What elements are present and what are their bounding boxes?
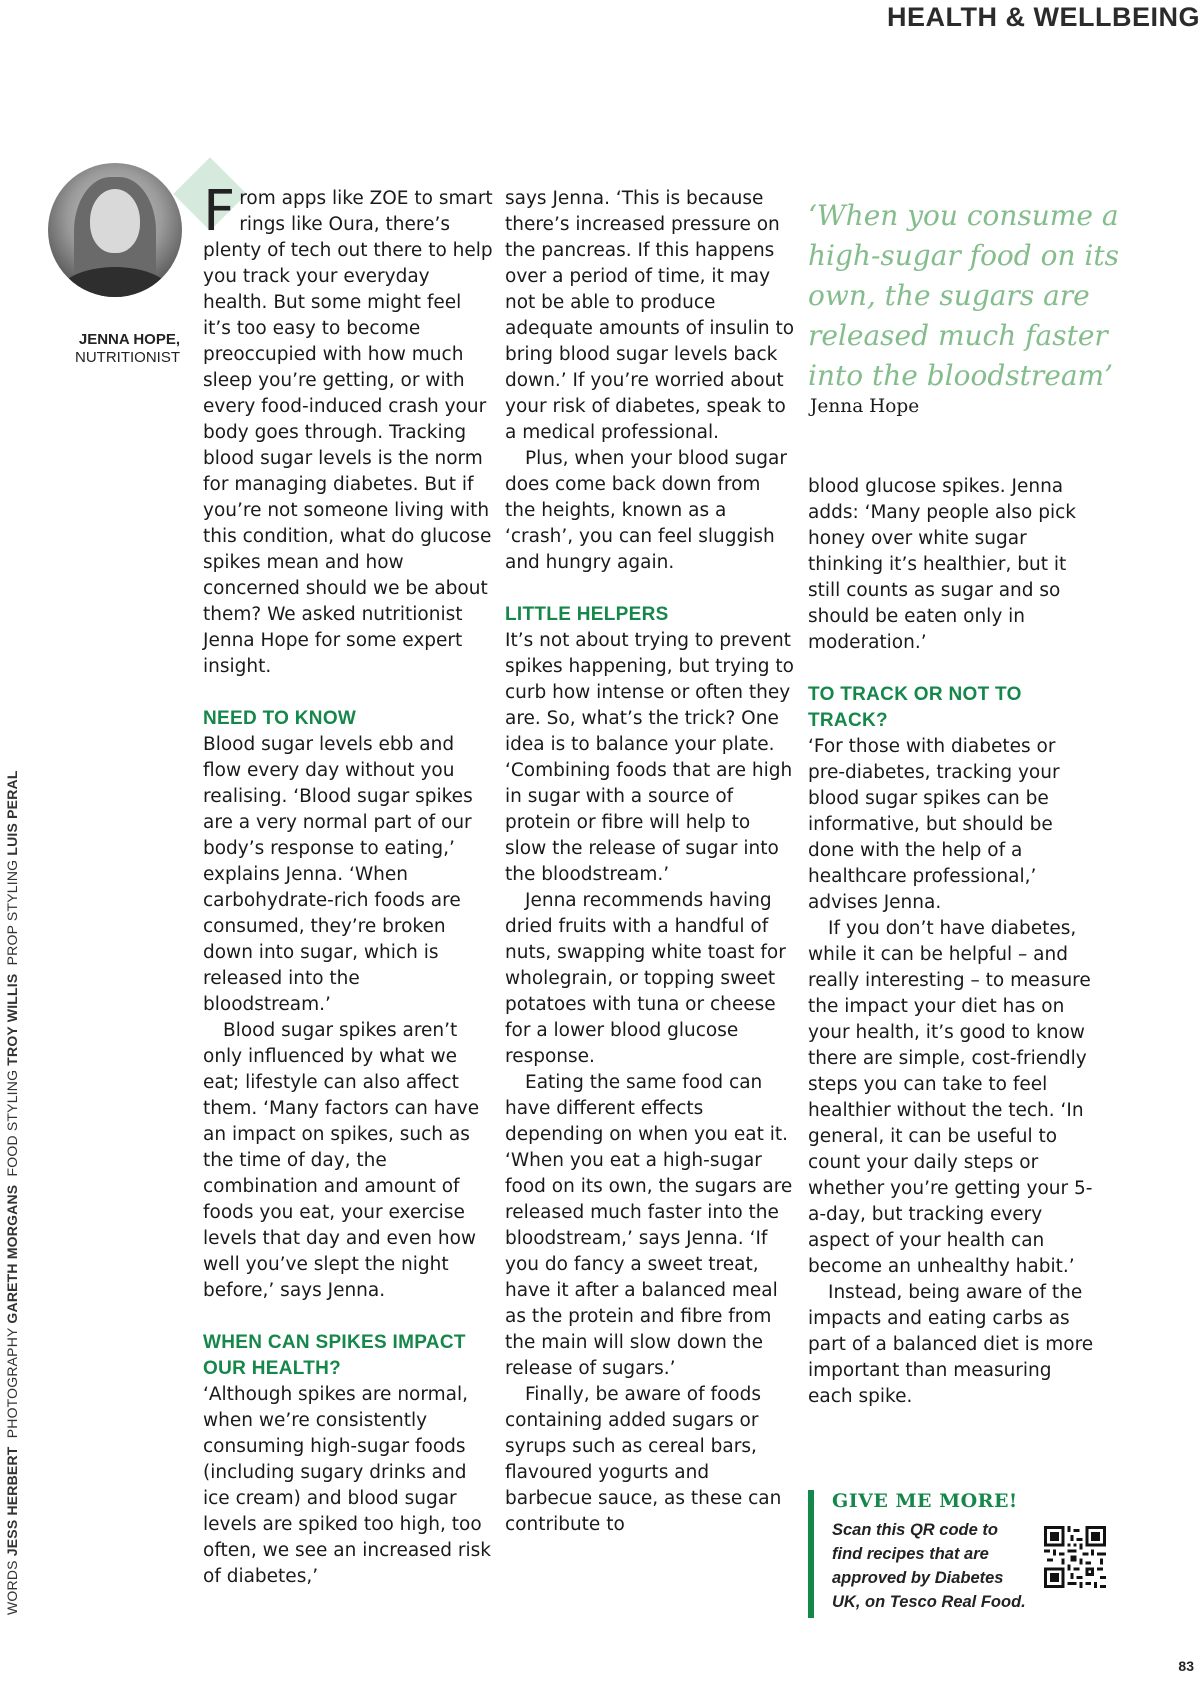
promo-heading: GIVE ME MORE! [832, 1490, 1018, 1512]
paragraph: Eating the same food can have different effects depending on when you eat it. ‘When you eat a high-sugar food on its own, the sugars are released much faster into the bloodstream,’ says Jenna. ‘If you do fancy a sweet treat, have it after a balanced meal as the protein and fibre from the main will slow down the release of sugars.’ [505, 1072, 793, 1379]
paragraph: If you don’t have diabetes, while it can be helpful – and really interesting – to measure the impact your diet has on your health, it’s good to know there are simple, cost-friendly steps you can take to feel healthier without the tech. ‘In general, it can be useful to count your daily steps or whether you’re getting your 5-a-day, but tracking every aspect of your health can become an unhealthy habit.’ [808, 918, 1093, 1277]
section-title: HEALTH & WELLBEING [887, 2, 1200, 32]
subheading-little-helpers: LITTLE HELPERS [505, 604, 669, 625]
credit-food-name: TROY WILLIS [4, 973, 20, 1066]
credit-prop-label: PROP STYLING [4, 859, 20, 966]
author-name: JENNA HOPE, [78, 331, 180, 348]
paragraph: Blood sugar spikes aren’t only influenced by what we eat; lifestyle can also affect them. ‘Many factors can have an impact on spikes, such as the time of day, the combination and amount of foods you eat, your exercise levels that day and even how well you’ve slept the night before,’ says Jenna. [203, 1020, 480, 1301]
credit-photo-label: PHOTOGRAPHY [4, 1327, 20, 1439]
pull-quote-attribution: Jenna Hope [810, 396, 920, 417]
paragraph: It’s not about trying to prevent spikes happening, but trying to curb how intense or often they are. So, what’s the trick? One idea is to balance your plate. ‘Combining foods that are high in sugar with a source of protein or fibre will help to slow the release of sugar into the bloodstream.’ [505, 630, 794, 885]
author-portrait [48, 163, 182, 297]
pull-quote: ‘When you consume a high-sugar food on its own, the sugars are released much faster into the bloodstream’ [808, 199, 1119, 392]
paragraph: says Jenna. ‘This is because there’s increased pressure on the pancreas. If this happens over a period of time, it may not be able to produce adequate amounts of insulin to bring blood sugar levels back down.’ If you’re worried about your risk of diabetes, speak to a medical professional. [505, 188, 795, 443]
intro-text: rom apps like ZOE to smart rings like Oura, there’s plenty of tech out there to help you track your everyday health. But some might feel it’s too easy to become preoccupied with how much sleep you’re getting, or with every food-induced crash your body goes through. Tracking blood sugar levels is the norm for managing diabetes. But if you’re not someone living with this condition, what do glucose spikes mean and how concerned should we be about them? We asked nutritionist Jenna Hope for some expert insight. [203, 188, 493, 677]
subheading-to-track-or-not: TO TRACK OR NOT TO TRACK? [808, 684, 1022, 731]
credit-words-label: WORDS [4, 1560, 20, 1615]
photo-credits [4, 770, 26, 1615]
paragraph: Instead, being aware of the impacts and eating carbs as part of a balanced diet is more important than measuring each spike. [808, 1282, 1094, 1407]
qr-code-icon[interactable] [1044, 1526, 1106, 1588]
article-column-3 [808, 474, 1098, 1410]
paragraph: Blood sugar levels ebb and flow every day without you realising. ‘Blood sugar spikes are a very normal part of our body’s response to eating,’ explains Jenna. ‘When carbohydrate-rich foods are consumed, they’re broken down into sugar, which is released into the bloodstream.’ [203, 734, 473, 1015]
credit-words-name: JESS HERBERT [4, 1446, 20, 1557]
paragraph: ‘Although spikes are normal, when we’re consistently consuming high-sugar foods (including sugary drinks and ice cream) and blood sugar levels are spiked too high, too often, we see an increased risk of diabetes,’ [203, 1384, 491, 1587]
promo-text: Scan this QR code to find recipes that are approved by Diabetes UK, on Tesco Real Food. [832, 1521, 1026, 1611]
subheading-need-to-know: NEED TO KNOW [203, 708, 357, 729]
article-column-2 [505, 186, 795, 1538]
intro-paragraph [203, 179, 493, 680]
paragraph: Plus, when your blood sugar does come back down from the heights, known as a ‘crash’, you can feel sluggish and hungry again. [505, 448, 787, 573]
drop-cap: F [203, 179, 236, 244]
credit-food-label: FOOD STYLING [4, 1069, 20, 1177]
author-role: NUTRITIONIST [75, 349, 180, 366]
credit-photo-name: GARETH MORGANS [4, 1184, 20, 1324]
paragraph: ‘For those with diabetes or pre-diabetes, tracking your blood sugar spikes can be informative, but should be done with the help of a healthcare professional,’ advises Jenna. [808, 736, 1060, 913]
paragraph: blood glucose spikes. Jenna adds: ‘Many people also pick honey over white sugar thinking it’s healthier, but it still counts as sugar and so should be eaten only in moderation.’ [808, 476, 1076, 653]
page-number: 83 [1178, 1658, 1194, 1674]
paragraph: Finally, be aware of foods containing added sugars or syrups such as cereal bars, flavoured yogurts and barbecue sauce, as these can contribute to [505, 1384, 782, 1535]
subheading-when-can-spikes-impact: WHEN CAN SPIKES IMPACT OUR HEALTH? [203, 1332, 466, 1379]
author-byline [40, 331, 180, 367]
paragraph: Jenna recommends having dried fruits with a handful of nuts, swapping white toast for wholegrain, or topping sweet potatoes with tuna or cheese for a lower blood glucose response. [505, 890, 786, 1067]
portrait-face [90, 189, 140, 253]
article-column-1 [203, 179, 493, 1590]
credit-prop-name: LUIS PERAL [4, 770, 20, 856]
